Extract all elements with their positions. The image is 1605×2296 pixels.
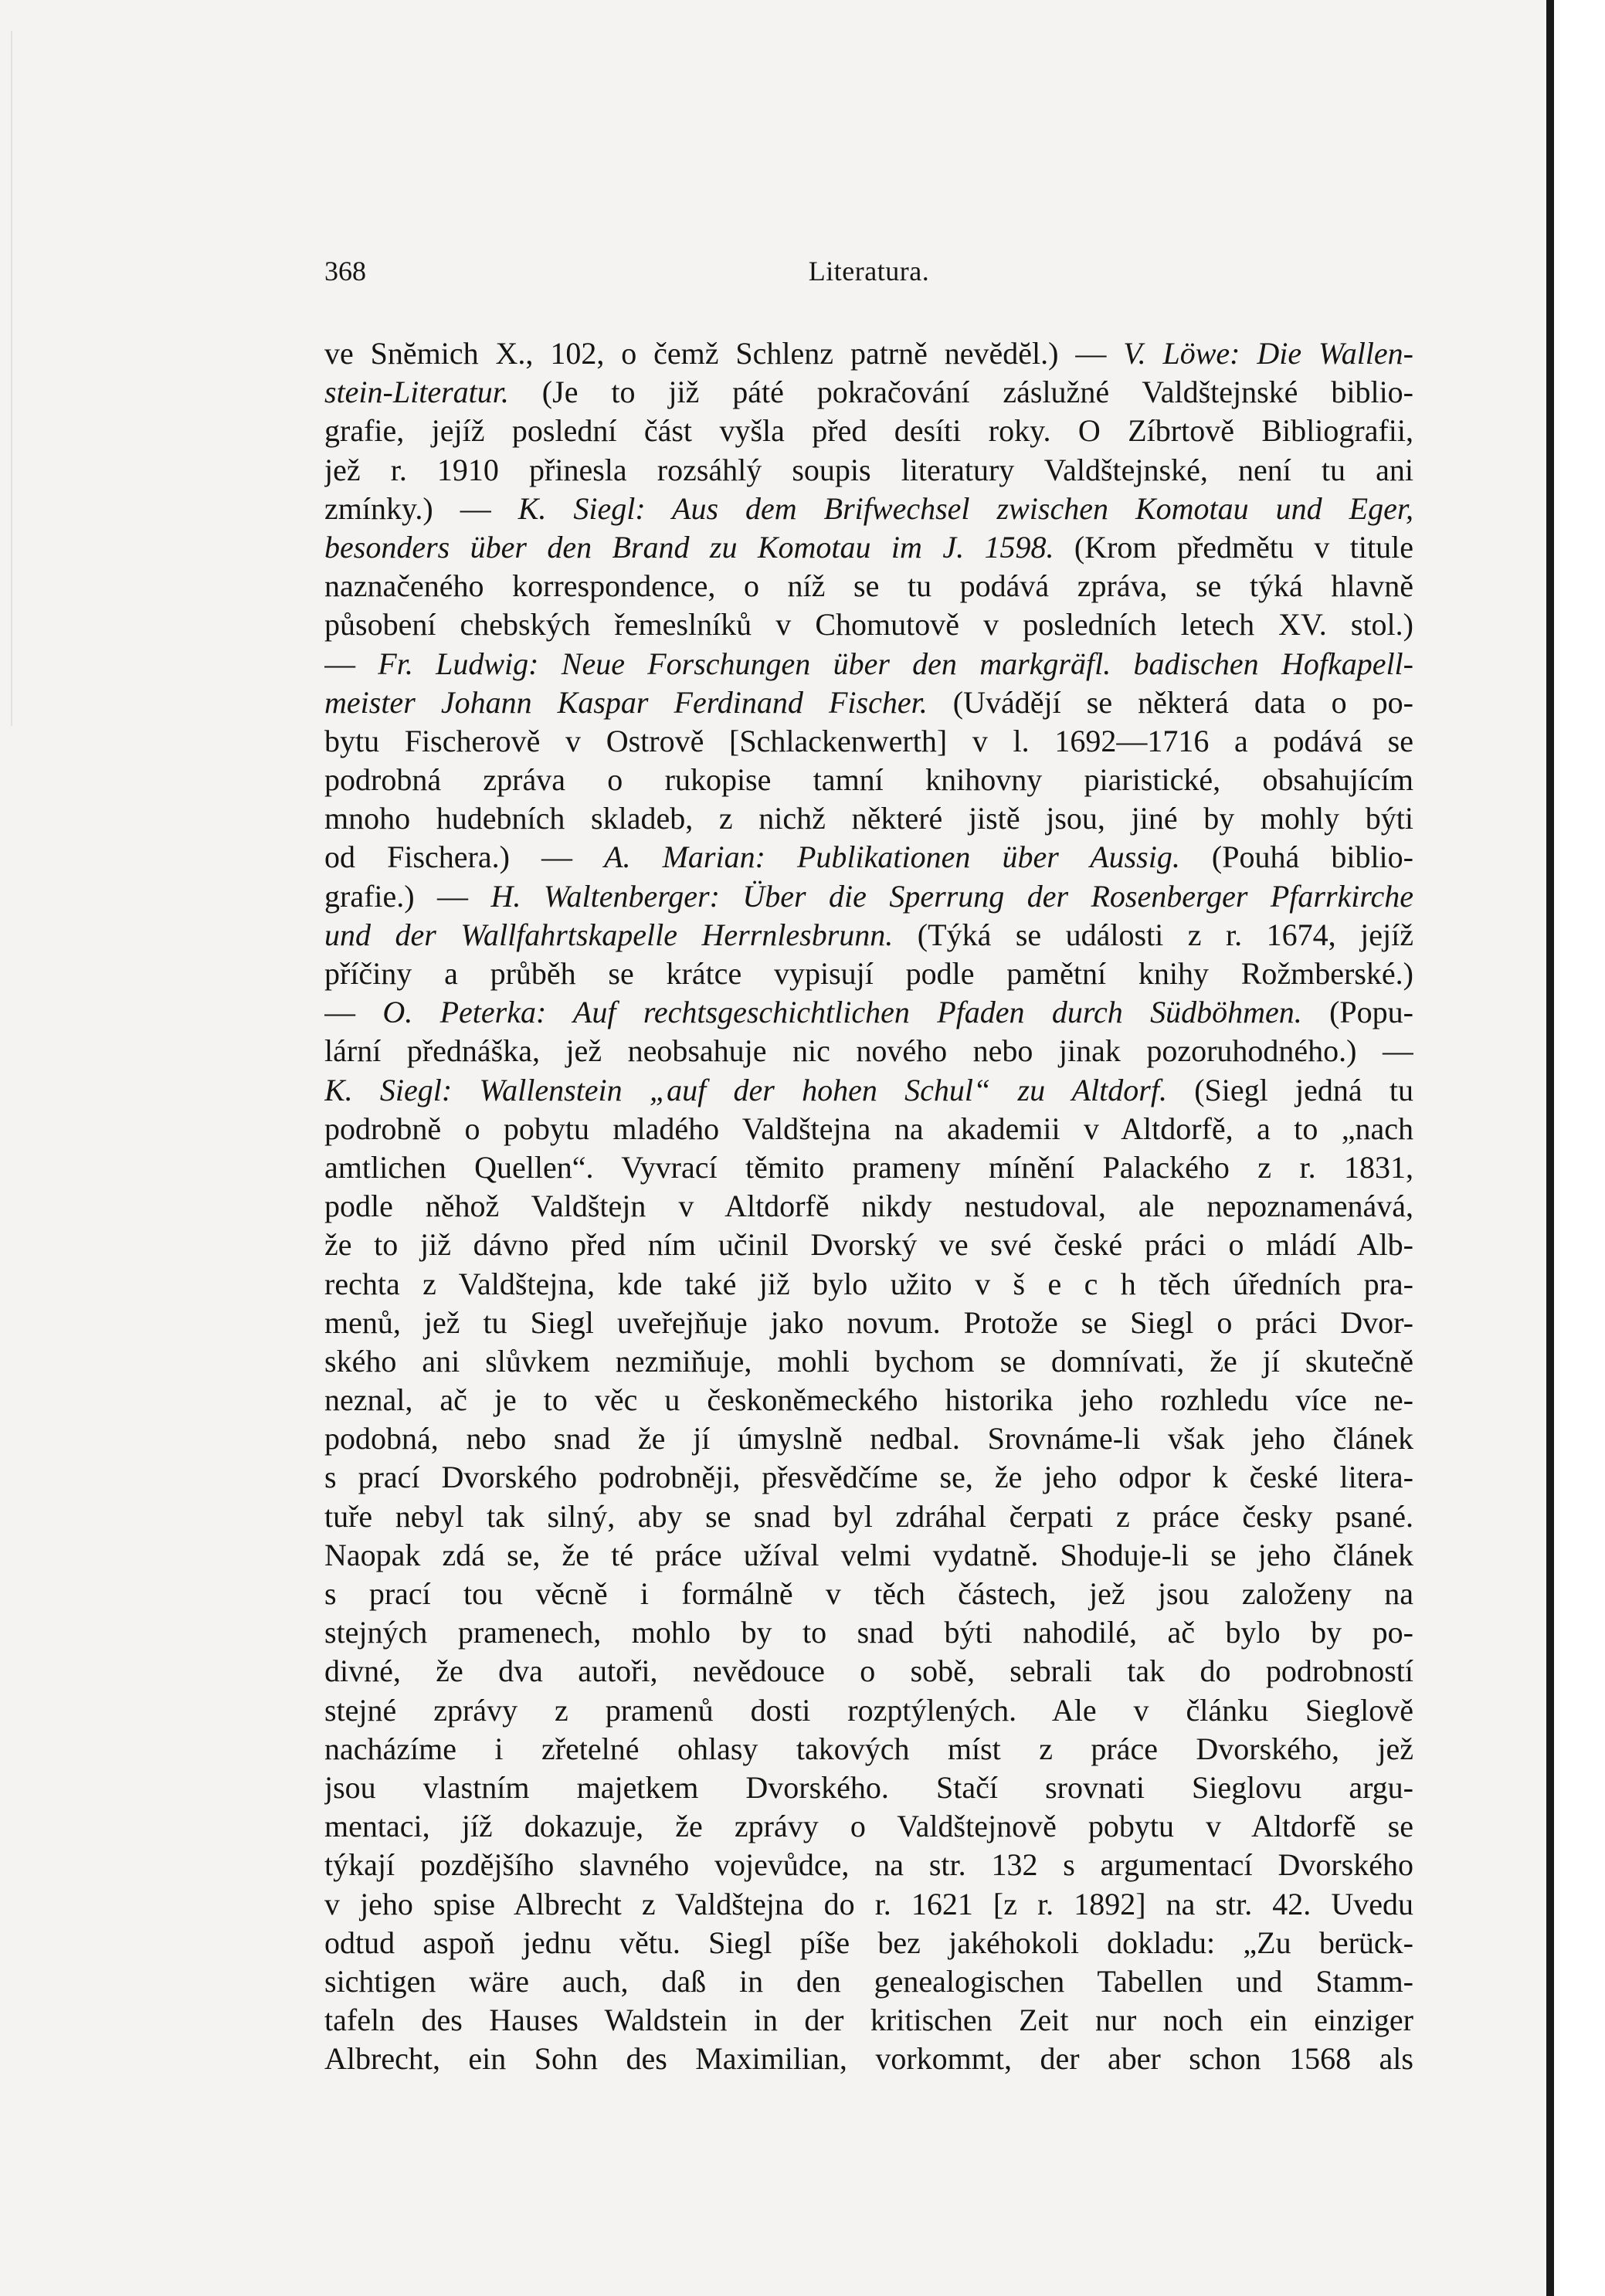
italic-citation: A. Marian: Publikationen über Aussig. xyxy=(604,839,1180,875)
text-run: naznačeného korrespondence, o níž se tu podává zpráva, se týká hlavně xyxy=(324,568,1413,604)
italic-citation: meister Johann Kaspar Ferdinand Fischer. xyxy=(324,684,928,720)
text-line xyxy=(324,412,1413,450)
text-run: od Fischera.) — xyxy=(324,839,605,875)
italic-citation: Fr. Ludwig: Neue Forschungen über den markgräfl. badischen Hofkapell- xyxy=(378,646,1413,681)
text-line xyxy=(324,1962,1413,2001)
text-run: Albrecht, ein Sohn des Maximilian, vorkommt, der aber schon 1568 als xyxy=(324,2041,1413,2077)
text-line xyxy=(324,1885,1413,1924)
text-line xyxy=(324,683,1413,722)
text-run: s prací Dvorského podrobněji, přesvědčíme se, že jeho odpor k české litera- xyxy=(324,1460,1413,1495)
text-run: v jeho spise Albrecht z Valdštejna do r. 1621 [z r. 1892] na str. 42. Uvedu xyxy=(324,1886,1413,1921)
italic-citation: K. Siegl: Wallenstein „auf der hohen Schul“ zu Altdorf. xyxy=(324,1072,1167,1107)
text-run: podrobně o pobytu mladého Valdštejna na akademii v Altdorfě, a to „nach xyxy=(324,1111,1413,1146)
text-run: jež r. 1910 přinesla rozsáhlý soupis literatury Valdštejnské, není tu ani xyxy=(324,452,1413,487)
text-run: mnoho hudebních skladeb, z nichž některé jistě jsou, jiné by mohly býti xyxy=(324,801,1413,836)
text-run: (Krom předmětu v titule xyxy=(1054,529,1413,565)
text-run: bytu Fischerově v Ostrově [Schlackenwerth] v l. 1692—1716 a podává se xyxy=(324,723,1413,758)
text-run: odtud aspoň jednu větu. Siegl píše bez jakéhokoli dokladu: „Zu berück- xyxy=(324,1925,1413,1960)
text-run: zmínky.) — xyxy=(324,490,518,526)
text-run: ského ani slůvkem nezmiňuje, mohli bychom se domnívati, že jí skutečně xyxy=(324,1343,1413,1379)
text-line xyxy=(324,490,1413,528)
text-run: — xyxy=(324,646,378,681)
text-run: menů, jež tu Siegl uveřejňuje jako novum. Protože se Siegl o práci Dvor- xyxy=(324,1304,1413,1340)
text-run: Naopak zdá se, že té práce užíval velmi vydatně. Shoduje-li se jeho článek xyxy=(324,1537,1413,1572)
italic-citation: H. Waltenberger: Über die Sperrung der Rosenberger Pfarrkirche xyxy=(490,878,1413,914)
text-line xyxy=(324,1265,1413,1304)
text-line xyxy=(324,2001,1413,2040)
text-run: tafeln des Hauses Waldstein in der kritischen Zeit nur noch ein einziger xyxy=(324,2003,1413,2038)
text-run: podrobná zpráva o rukopise tamní knihovny piaristické, obsahujícím xyxy=(324,762,1413,798)
italic-citation: und der Wallfahrtskapelle Herrnlesbrunn. xyxy=(324,917,894,952)
text-run: — xyxy=(324,995,383,1030)
text-run: že to již dávno před ním učinil Dvorský ve své české práci o mládí Alb- xyxy=(324,1227,1413,1263)
running-head: Literatura. xyxy=(808,256,930,287)
text-run: (Popu- xyxy=(1301,995,1413,1030)
text-line xyxy=(324,955,1413,993)
text-run: mentaci, jíž dokazuje, že zprávy o Valdštejnově pobytu v Altdorfě se xyxy=(324,1809,1413,1844)
text-line xyxy=(324,1769,1413,1807)
text-run: ve Snĕmich X., 102, o čemž Schlenz patrně nevĕdĕl.) — xyxy=(324,336,1124,371)
text-run: působení chebských řemeslníků v Chomutově v posledních letech XV. stol.) xyxy=(324,607,1413,643)
text-line xyxy=(324,1226,1413,1264)
text-line xyxy=(324,761,1413,799)
text-run: (Týká se události z r. 1674, jejíž xyxy=(893,917,1413,952)
text-run: grafie, jejíž poslední část vyšla před desíti roky. O Zíbrtově Bibliografii, xyxy=(324,413,1413,449)
text-line xyxy=(324,1381,1413,1419)
text-line xyxy=(324,334,1413,373)
text-line xyxy=(324,993,1413,1032)
text-run: nacházíme i zřetelné ohlasy takových míst z práce Dvorského, jež xyxy=(324,1731,1413,1766)
text-run: podobná, nebo snad že jí úmyslně nedbal. Srovnáme-li však jeho článek xyxy=(324,1421,1413,1457)
italic-citation: stein-Literatur. xyxy=(324,375,509,410)
text-line xyxy=(324,916,1413,955)
text-line xyxy=(324,1730,1413,1769)
text-run: (Siegl jedná tu xyxy=(1166,1072,1413,1107)
italic-citation: O. Peterka: Auf rechtsgeschichtlichen Pfaden durch Südböhmen. xyxy=(382,995,1302,1030)
text-line xyxy=(324,567,1413,605)
text-line xyxy=(324,1342,1413,1381)
text-line xyxy=(324,1536,1413,1575)
text-run: stejné zprávy z pramenů dosti rozptýlených. Ale v článku Sieglově xyxy=(324,1692,1413,1728)
text-line xyxy=(324,838,1413,877)
text-run: stejných pramenech, mohlo by to snad býti nahodilé, ač bylo by po- xyxy=(324,1615,1413,1650)
page-number: 368 xyxy=(324,256,366,287)
text-run: (Uvádějí se některá data o po- xyxy=(927,684,1413,720)
text-line xyxy=(324,1613,1413,1652)
text-line xyxy=(324,1807,1413,1846)
text-line xyxy=(324,1187,1413,1226)
text-run: týkají pozdějšího slavného vojevůdce, na str. 132 s argumentací Dvorského xyxy=(324,1847,1413,1883)
text-line xyxy=(324,1148,1413,1187)
page-edge-shadow xyxy=(1546,0,1554,2296)
text-line xyxy=(324,1032,1413,1070)
italic-citation: V. Löwe: Die Wallen- xyxy=(1123,336,1413,371)
text-line xyxy=(324,605,1413,644)
text-run: sichtigen wäre auch, daß in den genealogischen Tabellen und Stamm- xyxy=(324,1963,1413,1999)
text-line xyxy=(324,2040,1413,2078)
italic-citation: K. Siegl: Aus dem Brifwechsel zwischen Komotau und Eger, xyxy=(517,490,1413,526)
body-text xyxy=(324,334,1413,2078)
text-run: rechta z Valdštejna, kde také již bylo užito v š e c h těch úředních pra- xyxy=(324,1266,1413,1301)
text-run: amtlichen Quellen“. Vyvrací těmito prameny mínění Palackého z r. 1831, xyxy=(324,1149,1413,1185)
text-line xyxy=(324,1924,1413,1962)
text-line xyxy=(324,1846,1413,1884)
italic-citation: besonders über den Brand zu Komotau im J. 1598. xyxy=(324,529,1054,565)
text-line xyxy=(324,451,1413,490)
text-run: (Pouhá biblio- xyxy=(1179,839,1413,875)
scan-edge-marks xyxy=(11,31,19,726)
text-line xyxy=(324,1419,1413,1458)
text-line xyxy=(324,1110,1413,1148)
text-run: grafie.) — xyxy=(324,878,491,914)
page-header xyxy=(324,255,1413,293)
text-line xyxy=(324,722,1413,761)
text-run: jsou vlastním majetkem Dvorského. Stačí srovnati Sieglovu argu- xyxy=(324,1769,1413,1805)
text-line xyxy=(324,373,1413,412)
text-line xyxy=(324,1575,1413,1613)
text-line xyxy=(324,528,1413,567)
text-run: lární přednáška, jež neobsahuje nic nového nebo jinak pozoruhodného.) — xyxy=(324,1033,1413,1069)
text-line xyxy=(324,1071,1413,1110)
text-run: příčiny a průběh se krátce vypisují podle pamětní knihy Rožmberské.) xyxy=(324,956,1413,991)
text-line xyxy=(324,1497,1413,1536)
text-line xyxy=(324,1458,1413,1497)
text-run: (Je to již páté pokračování záslužné Valdštejnské biblio- xyxy=(508,375,1413,410)
text-run: s prací tou věcně i formálně v těch částech, jež jsou založeny na xyxy=(324,1576,1413,1611)
text-line xyxy=(324,1652,1413,1691)
text-line xyxy=(324,877,1413,916)
text-run: podle něhož Valdštejn v Altdorfě nikdy nestudoval, ale nepoznamenává, xyxy=(324,1189,1413,1224)
text-line xyxy=(324,1304,1413,1342)
text-run: divné, že dva autoři, nevědouce o sobě, sebrali tak do podrobností xyxy=(324,1653,1413,1689)
text-line xyxy=(324,645,1413,683)
text-line xyxy=(324,799,1413,838)
text-run: tuře nebyl tak silný, aby se snad byl zdráhal čerpati z práce česky psané. xyxy=(324,1498,1413,1534)
text-run: neznal, ač je to věc u českoněmeckého historika jeho rozhledu více ne- xyxy=(324,1382,1413,1418)
text-line xyxy=(324,1691,1413,1730)
